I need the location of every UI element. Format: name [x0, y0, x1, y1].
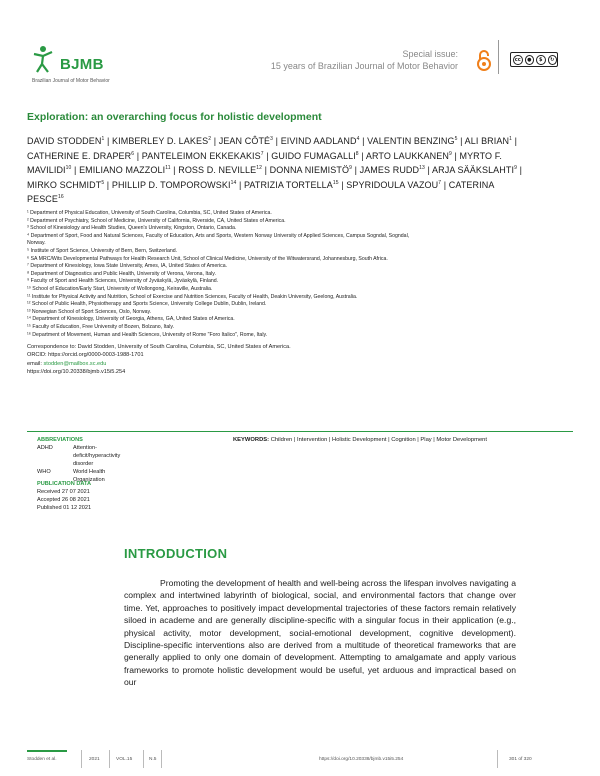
page-footer — [27, 750, 573, 770]
author-name: EMILIANO MAZZOLI — [79, 165, 166, 175]
affiliation-line: ¹⁶ Department of Movement, Human and Health Sciences, University of Rome "Foro Italico", Rome, Italy. — [27, 331, 268, 338]
author-name: PHILLIP D. TOMPOROWSKI — [111, 179, 231, 190]
affiliation-line: ² Department of Psychiatry, School of Medicine, University of California, Riverside, CA, United States of America. — [27, 217, 286, 224]
footer-divider — [497, 750, 498, 768]
author-affiliation-number: 1 — [101, 136, 105, 142]
affiliation-line: ³ School of Kinesiology and Health Studies, Queen's University, Kingston, Ontario, Canada. — [27, 225, 237, 232]
author-name: DONNA NIEMISTÖ — [269, 165, 350, 175]
publication-data-block — [37, 480, 91, 512]
author-list: DAVID STODDEN$^1$ | KIMBERLEY D. LAKES$^2$ | JEAN CÔTÉ$^3$ | EIVIND AADLAND$^4$ | VALENTIN BENZING$^5$ | ALI BRIAN$^1$ | CATHERINE E. DRAPER$^6$ | PANTELEIMON EKKEKAKIS$^7$ | GUIDO FUMAGALLI$^8$ | ARTO LAUKKANEN$^9$ | MYRTO F. MAVILIDI$^{10}$ | EMILIANO MAZZOLI$^{11}$ | ROSS D. NEVILLE$^{12}$ | DONNA NIEMISTÖ$^9$ | JAMES RUDD$^{13}$ | ARJA SÄÄKSLAHTI$^9$ | MIRKO SCHMIDT$^5$ | PHILLIP D. TOMPOROWSKI$^{14}$ | PATRIZIA TORTELLA$^{15}$ | SPYRIDOULA VAZOU$^7$ | CATERINA PESCE$^{16}$ — [27, 136, 523, 204]
affiliation-line: ⁷ Department of Kinesiology, Iowa State University, Ames, IA, United States of America. — [27, 263, 228, 270]
affiliation-line: ¹⁰ School of Education/Early Start, University of Wollongong, Keiraville, Australia. — [27, 285, 213, 292]
abbreviation-row — [37, 444, 137, 468]
abbreviation-term: WHO — [37, 469, 51, 475]
author-name: ROSS D. NEVILLE — [178, 165, 257, 175]
author-name: KIMBERLEY D. LAKES — [112, 136, 209, 146]
correspondence-line: Correspondence to: David Stodden, University of South Carolina, Columbia, SC, United States of America. — [27, 344, 291, 350]
doi-link[interactable]: https://doi.org/10.20338/bjmb.v15i5.254 — [27, 369, 126, 376]
author-affiliation-number: 12 — [256, 165, 263, 171]
footer-number: N.5 — [149, 757, 157, 762]
page-header — [0, 0, 600, 96]
runner-figure-icon — [32, 44, 54, 74]
author-name: JEAN CÔTÉ — [218, 136, 271, 146]
author-name: GUIDO FUMAGALLI — [271, 150, 356, 161]
keywords-label: KEYWORDS: — [233, 437, 270, 443]
footer-divider — [143, 750, 144, 768]
affiliation-line: ⁸ Department of Diagnostics and Public Health, University of Verona, Verona, Italy. — [27, 270, 216, 277]
author-affiliation-number: 5 — [454, 136, 458, 142]
author-name: ARTO LAUKKANEN — [365, 150, 449, 161]
abbreviation-definition: World Health Organization — [73, 469, 106, 483]
author-affiliation-number: 4 — [356, 136, 360, 142]
affiliation-line: Norway. — [27, 240, 46, 247]
affiliation-line: ⁵ Institute of Sport Science, University of Bern, Bern, Switzerland. — [27, 247, 178, 254]
footer-pages: 301 of 320 — [509, 757, 532, 762]
introduction-heading: INTRODUCTION — [124, 546, 228, 561]
header-divider — [498, 40, 499, 74]
affiliation-line: ⁴ Department of Sport, Food and Natural Sciences, Faculty of Education, Arts and Sports, Western Norway University of Applied Sciences, Campus Sogndal, Sogndal, — [27, 232, 410, 239]
footer-doi[interactable]: https://doi.org/10.20338/bjmb.v15i5.254 — [319, 757, 404, 762]
affiliation-line: ¹¹ Institute for Physical Activity and Nutrition, School of Exercise and Nutrition Sciences, Faculty of Health, Deakin University, Geelong, Australia. — [27, 293, 358, 300]
author-name: SPYRIDOULA VAZOU — [346, 179, 439, 190]
publication-data-heading: PUBLICATION DATA — [37, 481, 92, 487]
by-icon: ● — [525, 55, 535, 65]
author-affiliation-number: 9 — [448, 150, 452, 157]
author-name: ARJA SÄÄKSLAHTI — [432, 165, 515, 175]
author-name: ALI BRIAN — [464, 136, 510, 146]
introduction-body — [124, 577, 516, 689]
abbreviation-term: ADHD — [37, 445, 53, 451]
affiliation-list — [27, 210, 547, 339]
section-divider — [27, 431, 573, 432]
author-name: MYRTO F. MAVILIDI — [27, 150, 502, 175]
abbreviations-list — [37, 444, 137, 484]
published-date: Published 01 12 2021 — [37, 505, 92, 511]
author-affiliation-number: 13 — [419, 165, 425, 171]
accepted-date: Accepted 26 08 2021 — [37, 497, 90, 503]
author-name: CATHERINE E. DRAPER — [27, 150, 132, 161]
author-name: VALENTIN BENZING — [367, 136, 455, 146]
affiliation-line: ¹³ Norwegian School of Sport Sciences, Oslo, Norway. — [27, 308, 152, 315]
abbreviations-heading: ABBREVIATIONS — [37, 437, 83, 443]
footer-year: 2021 — [89, 757, 100, 762]
received-date: Received 27 07 2021 — [37, 489, 90, 495]
creative-commons-badge[interactable] — [510, 52, 558, 67]
orcid-line[interactable]: ORCID: https://orcid.org/0000-0003-1988-1701 — [27, 352, 144, 359]
footer-divider — [161, 750, 162, 768]
author-name: PATRIZIA TORTELLA — [243, 179, 333, 190]
author-name: JAMES RUDD — [359, 165, 420, 175]
affiliation-line: ⁹ Faculty of Sport and Health Sciences, University of Jyväskylä, Jyväskylä, Finland. — [27, 278, 219, 285]
author-affiliation-number: 7 — [438, 179, 442, 186]
footer-accent — [27, 750, 67, 752]
email-line: email: stodden@mailbox.sc.edu — [27, 360, 107, 367]
footer-authors: Stodden et al. — [27, 757, 57, 762]
abbreviations-block — [37, 436, 137, 484]
journal-logo-name: BJMB — [60, 56, 104, 73]
footer-volume: VOL.15 — [116, 757, 133, 762]
email-link[interactable]: stodden@mailbox.sc.edu — [43, 360, 107, 367]
affiliation-line: ¹⁴ Department of Kinesiology, University of Georgia, Athens, GA, United States of America. — [27, 316, 235, 323]
keywords-text: Children | Intervention | Holistic Development | Cognition | Play | Motor Development — [269, 437, 488, 443]
author-name: PANTELEIMON EKKEKAKIS — [141, 150, 261, 161]
author-affiliation-number: 16 — [58, 194, 64, 200]
affiliation-line: ¹⁵ Faculty of Education, Free University of Bozen, Bolzano, Italy. — [27, 323, 175, 330]
keywords-line — [233, 437, 487, 443]
author-affiliation-number: 11 — [165, 165, 171, 171]
footer-divider — [81, 750, 82, 768]
author-name: CATERINA PESCE — [27, 179, 494, 204]
abbreviation-definition: Attention-deficit/hyperactivity disorder — [73, 445, 121, 467]
affiliation-line: ⁶ SA MRC/Wits Developmental Pathways for Health Research Unit, School of Clinical Medicine, University of the Witwatersrand, Johannesburg, South Africa. — [27, 255, 388, 262]
author-affiliation-number: 7 — [260, 150, 264, 157]
author-affiliation-number: 3 — [270, 136, 274, 142]
journal-logo-subtitle: Brazilian Journal of Motor Behavior — [32, 78, 110, 84]
article-title: Exploration: an overarching focus for holistic development — [27, 111, 322, 123]
author-affiliation-number: 9 — [514, 165, 517, 171]
author-name: EIVIND AADLAND — [280, 136, 357, 146]
cc-icon: cc — [514, 56, 521, 63]
author-affiliation-number: 14 — [230, 179, 237, 186]
author-affiliation-number: 2 — [208, 136, 212, 142]
author-affiliation-number: 10 — [65, 165, 72, 171]
affiliation-line: ¹ Department of Physical Education, University of South Carolina, Columbia, SC, United States of America. — [27, 210, 272, 216]
author-affiliation-number: 5 — [101, 179, 105, 186]
footer-divider — [109, 750, 110, 768]
correspondence-block — [27, 343, 291, 377]
nc-icon: $ — [536, 55, 546, 65]
author-affiliation-number: 6 — [131, 150, 135, 157]
author-name: MIRKO SCHMIDT — [27, 179, 102, 190]
special-issue-label: Special issue: 15 years of Brazilian Journal of Motor Behavior — [270, 49, 458, 71]
author-affiliation-number: 9 — [349, 165, 352, 171]
author-name: DAVID STODDEN — [27, 136, 102, 146]
sa-icon: ↻ — [548, 55, 558, 65]
affiliation-line: ¹² School of Public Health, Physiotherapy and Sports Science, University College Dublin, Dublin, Ireland. — [27, 301, 267, 308]
author-affiliation-number: 15 — [332, 179, 339, 186]
open-access-icon[interactable] — [476, 48, 492, 72]
author-affiliation-number: 1 — [509, 136, 512, 142]
author-affiliation-number: 8 — [355, 150, 359, 157]
introduction-paragraph: Promoting the development of health and well-being across the lifespan involves navigating a complex and intertwined labyrinth of biological, social, and environmental factors that change over time. Yet, approaches to positively impact developmental trajectories of these factors remain relatively siloed in academe and are generally discipline-specific with a singular focus in their application (e.g., physical activity, motor development, social-emotional development, cognitive development). Discipline-specific interventions also are derived from a multitude of theoretical frameworks that are generally applied to only one domain of development. Attempting to amalgamate and apply various frameworks to promote holistic development would be useful, yet arduous and impractical based on our — [124, 578, 516, 688]
